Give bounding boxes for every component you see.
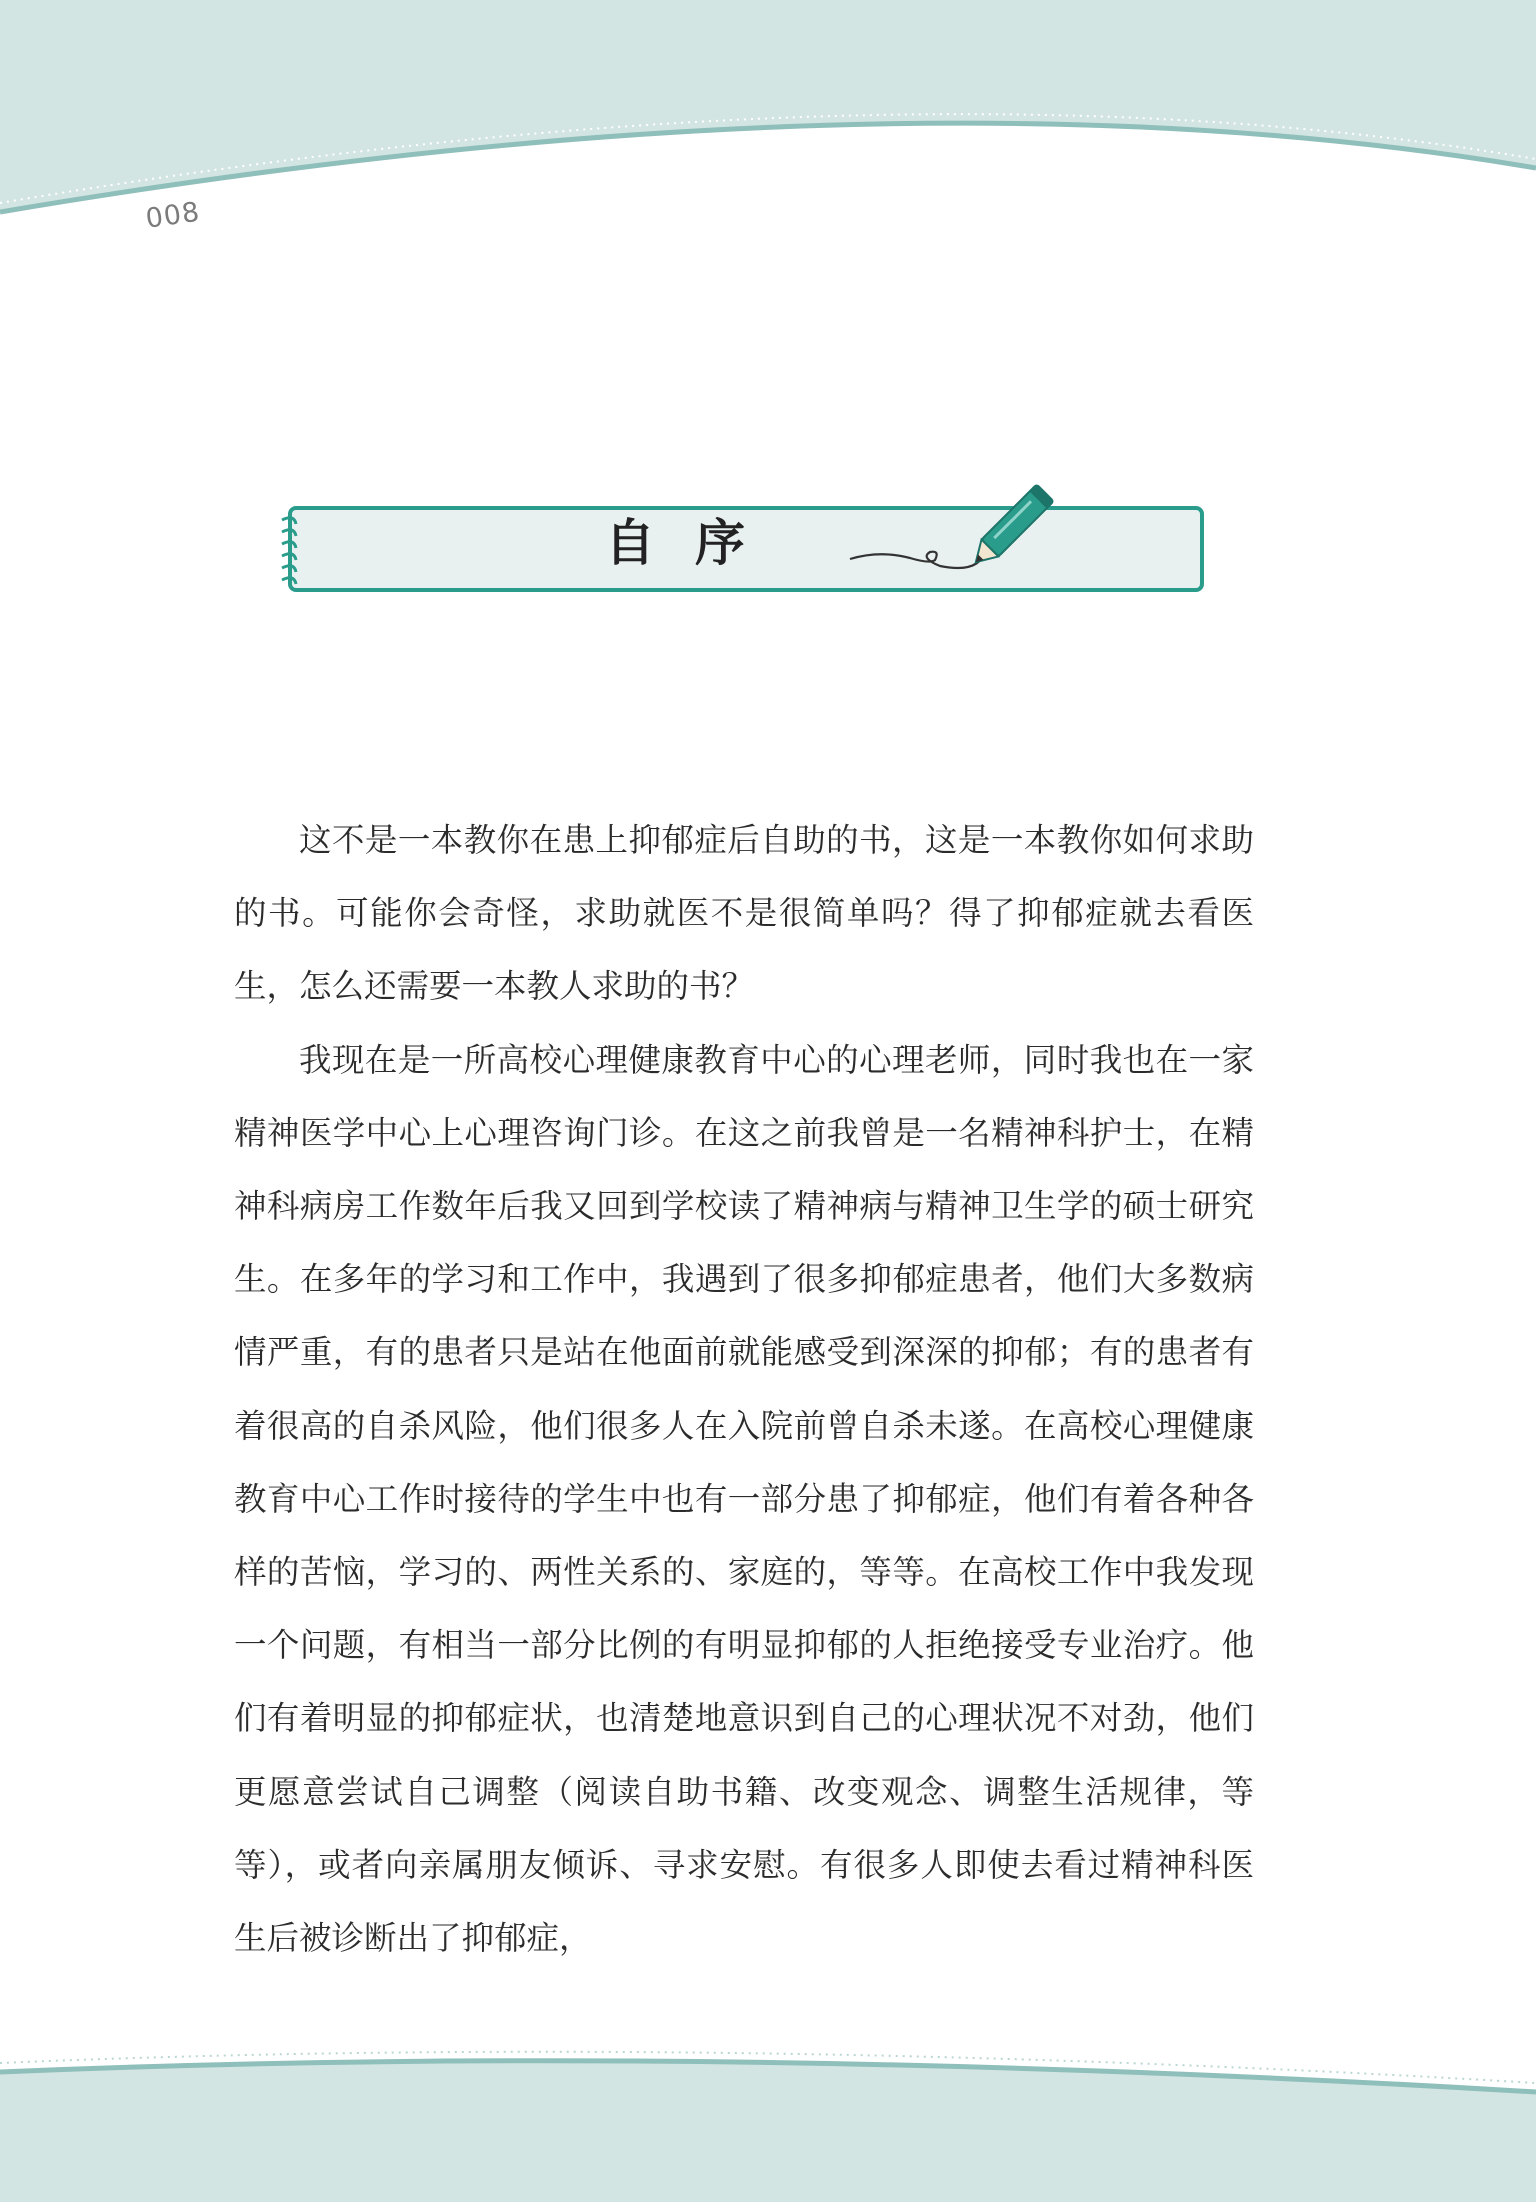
page-number: 008	[143, 196, 203, 235]
paragraph: 这不是一本教你在患上抑郁症后自助的书，这是一本教你如何求助的书。可能你会奇怪，求助就医不是很简单吗？得了抑郁症就去看医生，怎么还需要一本教人求助的书？	[234, 821, 1254, 1006]
chapter-title: 自序	[605, 513, 785, 572]
paragraph: 我现在是一所高校心理健康教育中心的心理老师，同时我也在一家精神医学中心上心理咨询门诊。在这之前我曾是一名精神科护士，在精神科病房工作数年后我又回到学校读了精神病与精神卫生学的硕士研究生。在多年的学习和工作中，我遇到了很多抑郁症患者，他们大多数病情严重，有的患者只是站在他面前就能感受到深深的抑郁；有的患者有着很高的自杀风险，他们很多人在入院前曾自杀未遂。在高校心理健康教育中心工作时接待的学生中也有一部分患了抑郁症，他们有着各种各样的苦恼，学习的、两性关系的、家庭的，等等。在高校工作中我发现一个问题，有相当一部分比例的有明显抑郁的人拒绝接受专业治疗。他们有着明显的抑郁症状，也清楚地意识到自己的心理状况不对劲，他们更愿意尝试自己调整（阅读自助书籍、改变观念、调整生活规律，等等），或者向亲属朋友倾诉、寻求安慰。有很多人即使去看过精神科医生后被诊断出了抑郁症，	[234, 1040, 1254, 1958]
top-wave-band	[0, 0, 1536, 240]
body-text	[234, 804, 1254, 1975]
title-banner	[280, 470, 1220, 600]
bottom-wave-band	[0, 2032, 1536, 2202]
